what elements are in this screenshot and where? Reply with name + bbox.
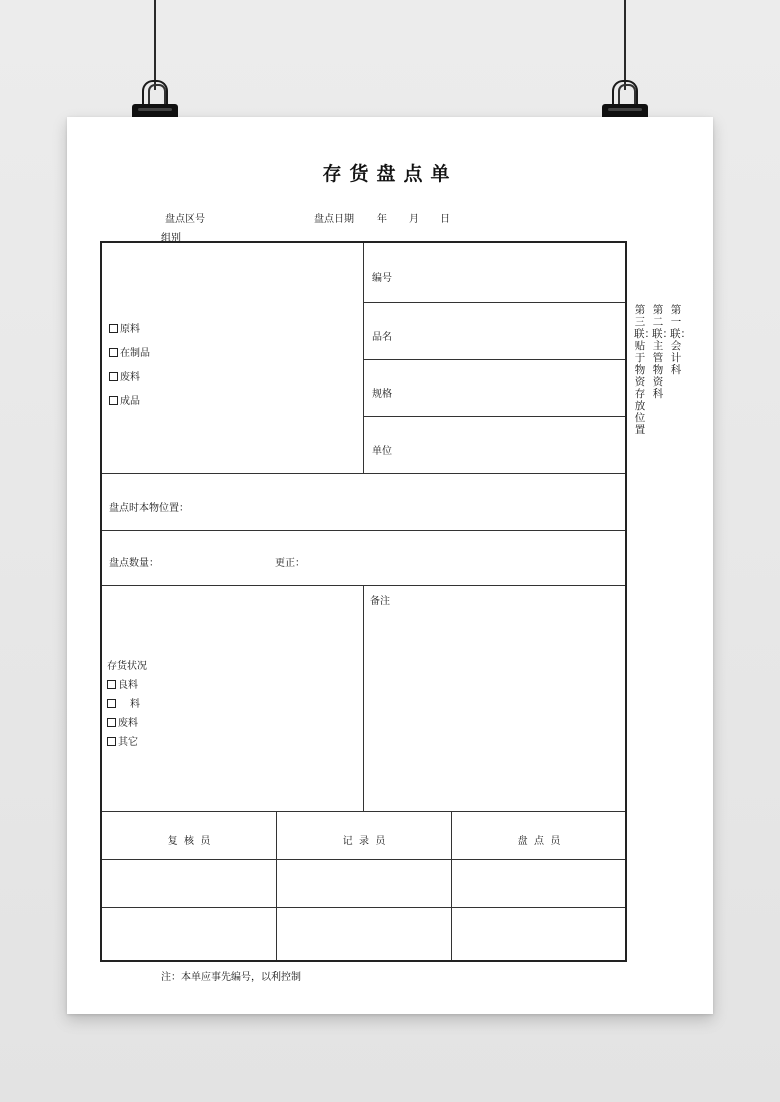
status-checkbox-scrap[interactable]: 废料	[107, 714, 138, 729]
status-checkbox-other[interactable]: 其它	[107, 733, 138, 748]
area-label: 盘点区号	[165, 214, 205, 225]
checkbox-icon	[107, 680, 116, 689]
status-checkbox-material[interactable]: 料	[107, 695, 140, 710]
checkbox-icon	[107, 699, 116, 708]
day-label: 日	[440, 214, 450, 225]
recorder-label: 记 录 员	[342, 836, 386, 847]
category-checkbox-scrap[interactable]: 废料	[109, 368, 140, 383]
spec-field-label: 规格	[372, 389, 392, 400]
location-label: 盘点时本物位置：	[109, 503, 189, 514]
category-checkbox-raw[interactable]: 原料	[109, 320, 140, 335]
checkbox-icon	[109, 372, 118, 381]
form-title: 存货盘点单	[322, 163, 458, 185]
name-field-label: 品名	[372, 332, 392, 343]
checkbox-icon	[107, 718, 116, 727]
date-label: 盘点日期	[314, 214, 354, 225]
quantity-label: 盘点数量：	[109, 558, 159, 569]
copy-label-3: 第三联：贴于物资存放位置	[634, 304, 655, 436]
hanging-wire-left	[154, 0, 156, 90]
checkbox-icon	[109, 396, 118, 405]
copy-label-1: 第一联：会计科	[670, 304, 691, 376]
code-field-label: 编号	[372, 273, 392, 284]
unit-field-label: 单位	[372, 446, 392, 457]
copy-label-2: 第二联：主管物资科	[652, 304, 673, 400]
category-checkbox-finished[interactable]: 成品	[109, 392, 140, 407]
checkbox-icon	[109, 348, 118, 357]
hanging-wire-right	[624, 0, 626, 90]
remarks-label: 备注	[370, 596, 390, 607]
counter-label: 盘 点 员	[517, 836, 561, 847]
checkbox-icon	[107, 737, 116, 746]
form-paper	[67, 117, 713, 1014]
checkbox-icon	[109, 324, 118, 333]
status-label: 存货状况	[107, 661, 147, 672]
inventory-form-table	[100, 241, 627, 962]
category-checkbox-wip[interactable]: 在制品	[109, 344, 150, 359]
month-label: 月	[409, 214, 419, 225]
footnote: 注：本单应事先编号，以利控制	[161, 972, 301, 983]
reviewer-label: 复 核 员	[167, 836, 211, 847]
correction-label: 更正：	[275, 558, 305, 569]
year-label: 年	[377, 214, 387, 225]
group-label: 组别	[161, 233, 181, 244]
status-checkbox-good[interactable]: 良料	[107, 676, 138, 691]
